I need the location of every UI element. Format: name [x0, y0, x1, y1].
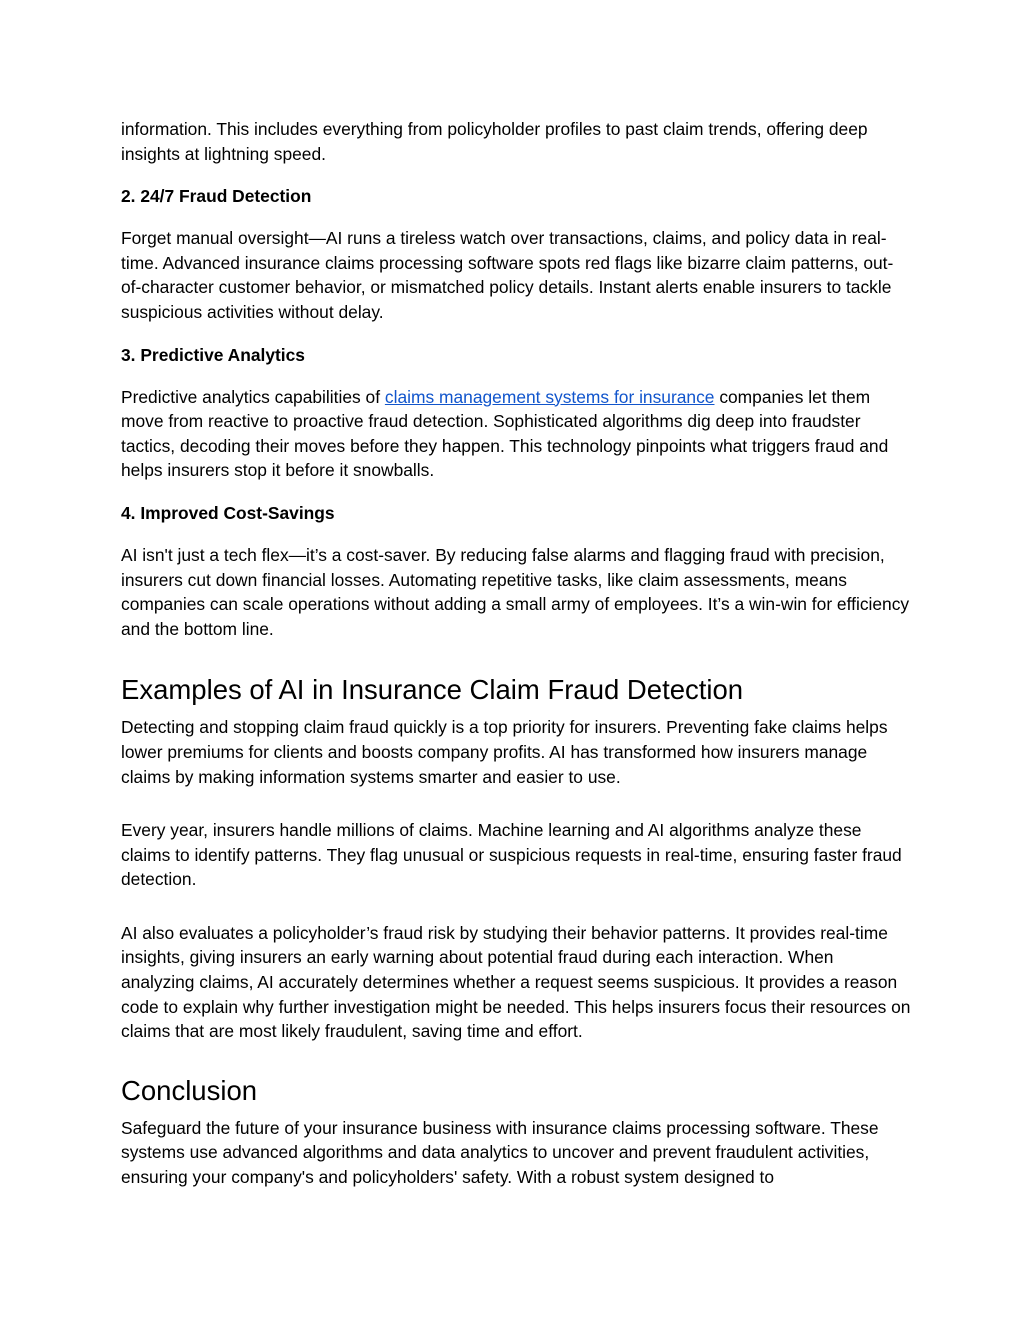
predictive-analytics-paragraph	[121, 385, 911, 483]
fraud-detection-paragraph: Forget manual oversight—AI runs a tireless watch over transactions, claims, and policy data in real-time. Advanced insurance claims processing software spots red flags like bizarre claim patterns, out-of-character customer behavior, or mismatched policy details. Instant alerts enable insurers to tackle suspicious activities without delay.	[121, 228, 894, 322]
heading-examples: Examples of AI in Insurance Claim Fraud Detection	[121, 674, 744, 706]
conclusion-paragraph: Safeguard the future of your insurance business with insurance claims processing software. These systems use advanced algorithms and data analytics to uncover and prevent fraudulent activities, ensuring your company's and policyholders' safety. With a robust system designed to	[121, 1117, 879, 1188]
heading-conclusion: Conclusion	[121, 1074, 258, 1106]
document-page	[121, 117, 911, 1190]
heading-predictive-analytics: 3. Predictive Analytics	[121, 344, 305, 365]
examples-paragraph-2: Every year, insurers handle millions of claims. Machine learning and AI algorithms analyze these claims to identify patterns. They flag unusual or suspicious requests in real-time, ensuring faster fraud detection.	[121, 820, 902, 890]
heading-fraud-detection: 2. 24/7 Fraud Detection	[121, 186, 312, 207]
predictive-text-after-link: companies let them move from reactive to proactive fraud detection. Sophisticated algorithms dig deep into fraudster tactics, decoding their moves before they happen. This technology pinpoints what triggers fraud and helps insurers stop it before it snowballs.	[121, 386, 889, 481]
examples-paragraph-1: Detecting and stopping claim fraud quickly is a top priority for insurers. Preventing fake claims helps lower premiums for clients and boosts company profits. AI has transformed how insurers manage claims by making information systems smarter and easier to use.	[121, 717, 888, 787]
predictive-text-before-link: Predictive analytics capabilities of	[121, 386, 385, 407]
cost-savings-paragraph: AI isn't just a tech flex—it’s a cost-saver. By reducing false alarms and flagging fraud with precision, insurers cut down financial losses. Automating repetitive tasks, like claim assessments, means companies can scale operations without adding a small army of employees. It’s a win-win for efficiency and the bottom line.	[121, 544, 910, 639]
intro-paragraph: information. This includes everything from policyholder profiles to past claim trends, offering deep insights at lightning speed.	[121, 119, 868, 164]
heading-cost-savings: 4. Improved Cost-Savings	[121, 502, 335, 523]
examples-paragraph-3: AI also evaluates a policyholder’s fraud risk by studying their behavior patterns. It provides real-time insights, giving insurers an early warning about potential fraud during each interaction. When analyzing claims, AI accurately determines whether a request seems suspicious. It provides a reason code to explain why further investigation might be needed. This helps insurers focus their resources on claims that are most likely fraudulent, saving time and effort.	[121, 922, 911, 1042]
claims-management-link[interactable]: claims management systems for insurance	[384, 386, 715, 407]
